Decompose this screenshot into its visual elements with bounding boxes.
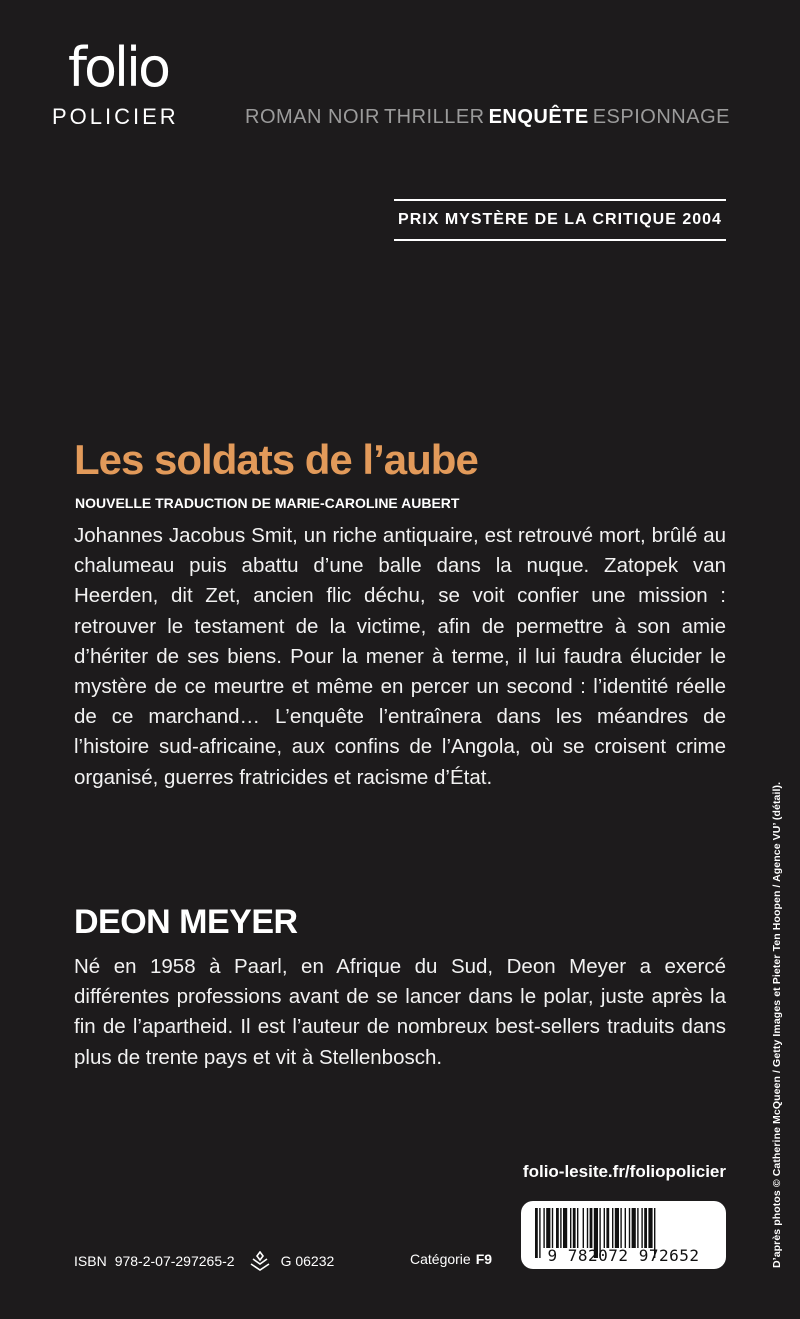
category-value: F9 [475,1251,493,1267]
barcode-bar [570,1208,571,1248]
genre-espionnage: ESPIONNAGE [592,106,730,128]
barcode-bar [590,1208,593,1248]
website-link[interactable]: folio-lesite.fr/foliopolicier [522,1162,726,1181]
author-bio: Né en 1958 à Paarl, en Afrique du Sud, Deon Meyer a exercé différentes professions avant de se lancer dans le polar, juste après la fin de l’apartheid. Il est l’auteur de nombreux best-sellers traduits dans plus de trente pays et vit à Stellenbosch. [74,955,726,1069]
barcode-bar [625,1208,626,1248]
book-title: Les soldats de l’aube [74,436,478,483]
barcode-bar [615,1208,619,1248]
barcode-bar [612,1208,613,1248]
barcode-bar [606,1208,609,1248]
barcode-bar [604,1208,605,1248]
barcode-number: 9 782072 972652 [547,1246,700,1265]
barcode-bar [583,1208,584,1248]
barcode-bar [629,1208,630,1248]
barcode-bar [563,1208,567,1248]
barcode-bar [552,1208,553,1248]
genre-list [245,106,730,129]
barcode-bar [620,1208,621,1248]
photo-credits: D’après photos © Catherine McQueen / Getty Images et Pieter Ten Hoopen / Agence VU’ (détail). [771,781,783,1268]
barcode-bar [644,1208,647,1248]
genre-enquete: ENQUÊTE [488,106,589,128]
barcode-bar [543,1208,544,1248]
barcode-bar [641,1208,642,1248]
g-code: G 06232 [280,1253,335,1269]
prize-text: PRIX MYSTÈRE DE LA CRITIQUE 2004 [398,211,722,228]
barcode-bar [632,1208,636,1248]
isbn-value: 978-2-07-297265-2 [114,1253,235,1269]
folio-mark-icon [249,1251,271,1271]
book-synopsis: Johannes Jacobus Smit, un riche antiquaire, est retrouvé mort, brûlé au chalumeau puis abattu d’une balle dans la nuque. Zatopek van Heerden, dit Zet, ancien flic déchu, se voit confier une mission : retrouver le testament de la victime, afin de permettre à son amie d’hériter de ses biens. Pour la mener à terme, il lui faudra élucider le mystère de ce meurtre et même en percer un second : l’identité réelle de ce marchand… L’enquête l’entraînera dans les méandres de l’histoire sud-africaine, aux confins de l’Angola, où se croisent crime organisé, guerres fratricides et racisme d’État. [74,524,726,789]
barcode-bar [587,1208,588,1248]
barcode-bar [577,1208,578,1248]
translation-credit: NOUVELLE TRADUCTION DE MARIE-CAROLINE AUBERT [75,495,460,511]
isbn-row [74,1251,334,1271]
logo-subtitle: POLICIER [52,104,179,129]
barcode-bar [573,1208,576,1248]
barcode-bar [637,1208,638,1248]
barcode [521,1201,726,1269]
category [410,1251,492,1267]
barcode-bar [648,1208,652,1248]
category-label: Catégorie [410,1251,471,1267]
genre-thriller: THRILLER [383,106,485,128]
barcode-bar [560,1208,561,1248]
isbn-label: ISBN [74,1253,107,1269]
logo-word: folio [68,36,169,99]
prize-banner [394,199,726,241]
genre-roman-noir: ROMAN NOIR [245,106,380,128]
barcode-bar [546,1208,550,1248]
barcode-bar [556,1208,559,1248]
author-name: DEON MEYER [74,903,298,941]
